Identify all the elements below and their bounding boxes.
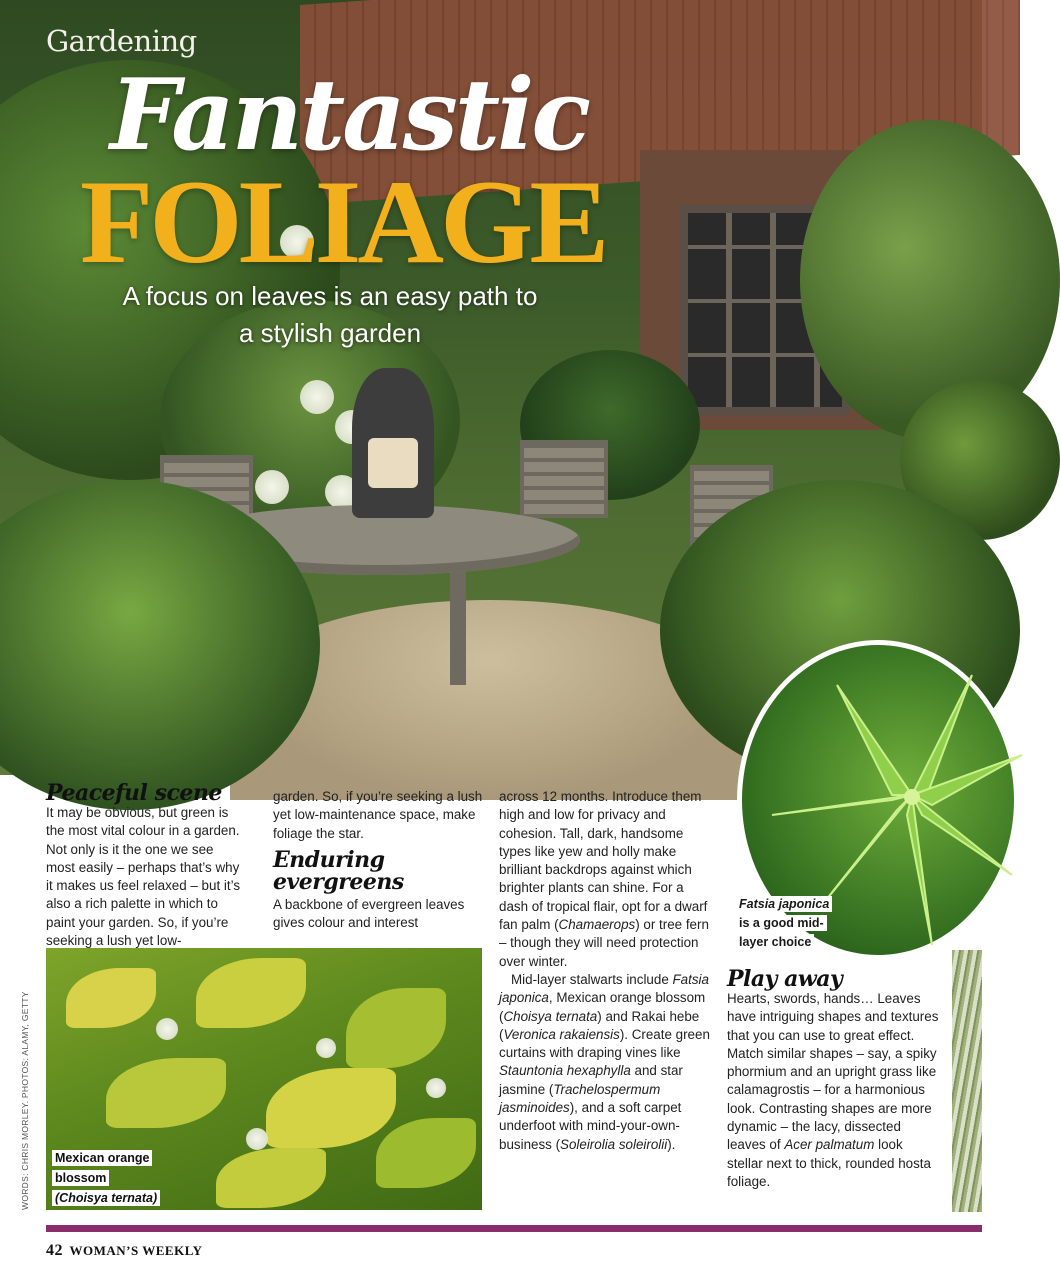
paragraph-peaceful-scene: It may be obvious, but green is the most vital colour in a garden. Not only is it the one we see most easily – perhaps that’s why it makes us feel relaxed – but it’s also a rich palette in which to paint your garden. So, if you’re seeking a lush yet low- — [46, 805, 241, 949]
plant-name-acer: Acer palmatum — [784, 1137, 875, 1153]
lantern — [352, 368, 434, 518]
page-footer — [46, 1242, 203, 1260]
white-blossom — [316, 1038, 336, 1058]
plant-name-trachelospermum: Trachelospermum jasminoides — [499, 1081, 661, 1116]
yellow-foliage — [196, 958, 306, 1028]
plant-name-soleirolia: Soleirolia soleirolii — [560, 1136, 668, 1152]
hydrangea-flower — [300, 380, 334, 414]
subhead-play-away: Play away — [727, 966, 843, 992]
article-column-3 — [499, 788, 714, 1154]
article-column-4 — [727, 968, 939, 1191]
table-leg — [450, 565, 466, 685]
yellow-foliage — [266, 1068, 396, 1148]
paragraph-peaceful-scene-continued: garden. So, if you’re seeking a lush yet low-maintenance space, make foliage the star. — [273, 789, 483, 841]
section-label: Gardening — [46, 24, 197, 58]
plant-name-chamaerops: Chamaerops — [558, 917, 636, 933]
subhead-peaceful-scene: Peaceful scene — [46, 780, 222, 806]
hydrangea-flower — [255, 470, 289, 504]
grass-photo-strip — [952, 950, 982, 1212]
article-column-2 — [273, 788, 483, 932]
magazine-name: WOMAN’S WEEKLY — [69, 1243, 203, 1258]
yellow-foliage — [216, 1148, 326, 1208]
garden-chair — [520, 440, 608, 518]
choisya-caption — [52, 1148, 172, 1208]
inset-caption — [736, 895, 846, 952]
paragraph-play-away: Hearts, swords, hands… Leaves have intriguing shapes and textures that you can use to great effect. Match similar shapes – say, a spiky phormium and an upright grass like calamagrostis – for a harmonious look. Contrasting shapes are more dynamic – the lacy, dissected leaves of Acer palmatum look stellar next to thick, rounded hosta foliage. — [727, 991, 939, 1189]
inset-caption-species: Fatsia japonica — [739, 897, 830, 911]
headline-fantastic: Fantastic — [110, 58, 589, 173]
choisya-caption-name: Mexican orange blossom — [52, 1150, 152, 1186]
yellow-foliage — [376, 1118, 476, 1188]
yellow-foliage — [106, 1058, 226, 1128]
inset-caption-text: is a good mid-layer choice — [736, 915, 827, 950]
footer-rule — [46, 1225, 982, 1232]
subhead-enduring-evergreens: Enduring evergreens — [273, 846, 404, 895]
white-blossom — [426, 1078, 446, 1098]
plant-name-fatsia: Fatsia japonica — [499, 971, 709, 1006]
white-blossom — [156, 1018, 178, 1040]
paragraph-evergreens-intro: A backbone of evergreen leaves gives colour and interest — [273, 896, 465, 931]
white-blossom — [246, 1128, 268, 1150]
headline-foliage: FOLIAGE — [80, 155, 606, 288]
plant-name-veronica: Veronica rakaiensis — [503, 1026, 620, 1042]
yellow-foliage — [346, 988, 446, 1068]
plant-name-stauntonia: Stauntonia hexaphylla — [499, 1063, 631, 1079]
paragraph-evergreens: across 12 months. Introduce them high and low for privacy and cohesion. Tall, dark, handsome types like yew and holly make brilliant backdrops against which brighter plants can shine. For a dash of tropical flair, opt for a dwarf fan palm (Chamaerops) or tree fern – though they will need protection over winter. — [499, 789, 709, 969]
article-column-1 — [46, 782, 246, 954]
page-number: 42 — [46, 1242, 63, 1259]
photo-credit: WORDS: CHRIS MORLEY. PHOTOS: ALAMY, GETTY — [20, 991, 30, 1210]
plant-name-choisya: Choisya ternata — [503, 1008, 598, 1024]
yellow-foliage — [66, 968, 156, 1028]
standfirst: A focus on leaves is an easy path to a stylish garden — [122, 281, 538, 348]
paragraph-mid-layer: Mid-layer stalwarts include Fatsia japonica, Mexican orange blossom (Choisya ternata) and Rakai hebe (Veronica rakaiensis). Create green curtains with draping vines like Stauntonia hexaphylla and star jasmine (Trachelospermum jasminoides), and a soft carpet underfoot with mind-your-own-business (Soleirolia soleirolii). — [499, 971, 710, 1152]
choisya-caption-latin: (Choisya ternata) — [55, 1191, 158, 1205]
